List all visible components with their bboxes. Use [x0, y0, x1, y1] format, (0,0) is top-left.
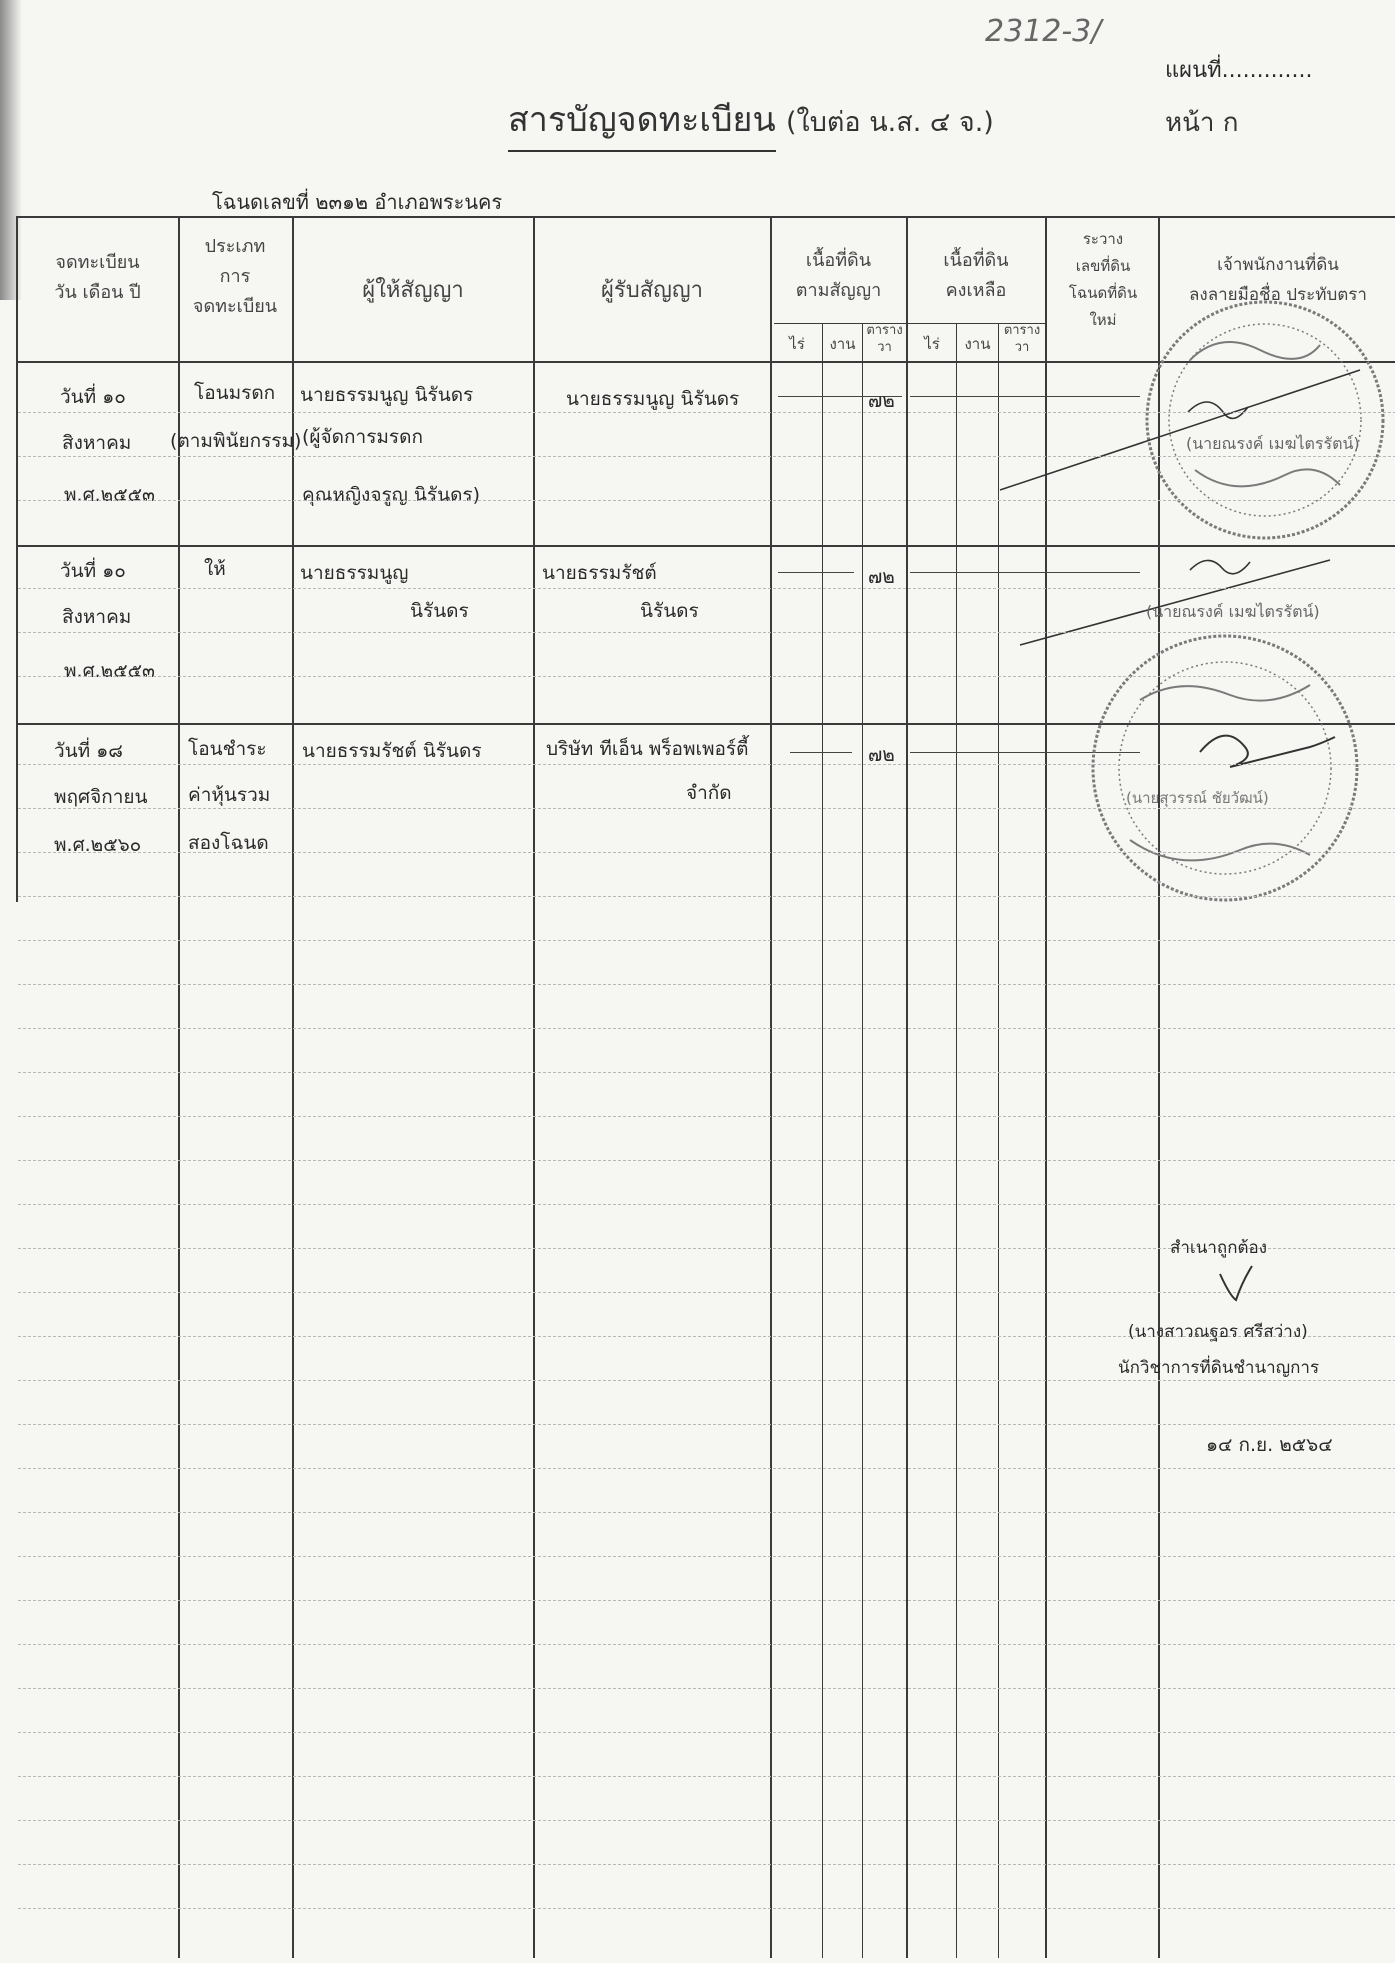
- stamp-seal-1: [1147, 302, 1383, 538]
- document-title: สารบัญจดทะเบียน: [508, 92, 776, 152]
- officer-name-stamp: (นายณรงค์ เมฆไตรรัตน์): [1146, 602, 1320, 621]
- certifier-name: (นางสาวณฐอร ศรีสว่าง): [1128, 1322, 1308, 1342]
- unit-sqwa-1: ตาราง วา: [866, 323, 903, 355]
- ruled-line: [18, 1688, 1395, 1689]
- plan-label: แผนที่.............: [1165, 58, 1313, 83]
- entry-date-month: พฤศจิกายน: [54, 786, 148, 808]
- ruled-line: [18, 1512, 1395, 1513]
- entry-grantee-line: จำกัด: [686, 782, 732, 804]
- entry-grantor-line: นายธรรมนูญ นิรันดร: [300, 384, 474, 406]
- ruled-line: [18, 412, 1395, 413]
- ruled-line: [18, 1820, 1395, 1821]
- entry-type: โอนมรดก: [194, 382, 276, 404]
- unit-ngan-1: งาน: [829, 335, 856, 353]
- ruled-line: [18, 632, 1395, 633]
- header-area-contract: เนื้อที่ดิน ตามสัญญา: [795, 250, 882, 301]
- entry-grantor-line: (ผู้จัดการมรดก: [302, 426, 423, 448]
- ruled-line: [18, 896, 1395, 897]
- ruled-line: [18, 1732, 1395, 1733]
- entry-grantee-line: นายธรรมนูญ นิรันดร: [566, 388, 740, 410]
- header-registration-type: ประเภท การ จดทะเบียน: [192, 236, 278, 317]
- header-registration-date: จดทะเบียน วัน เดือน ปี: [54, 252, 141, 303]
- ruled-line: [18, 984, 1395, 985]
- ruled-line: [18, 1468, 1395, 1469]
- entry-date-month: สิงหาคม: [62, 432, 132, 454]
- ruled-line: [18, 1556, 1395, 1557]
- certification-date: ๑๔ ก.ย. ๒๕๖๔: [1206, 1434, 1333, 1456]
- deed-number-line: โฉนดเลขที่ ๒๓๑๒ อำเภอพระนคร: [212, 190, 503, 214]
- ruled-line: [18, 764, 1395, 765]
- entry-date-day: วันที่ ๑๐: [60, 386, 126, 408]
- ruled-line: [18, 1424, 1395, 1425]
- entry-type: ให้: [204, 558, 226, 580]
- ruled-line: [18, 1116, 1395, 1117]
- entry-type: สองโฉนด: [188, 832, 269, 854]
- unit-rai-1: ไร่: [789, 335, 805, 353]
- ruled-line: [18, 940, 1395, 941]
- ruled-line: [18, 500, 1395, 501]
- ruled-line: [18, 1600, 1395, 1601]
- entry-grantor-line: นายธรรมนูญ: [300, 562, 409, 584]
- certification-signature: [1216, 1264, 1256, 1304]
- entry-type: ค่าหุ้นรวม: [188, 784, 271, 806]
- entry-type-note: (ตามพินัยกรรม): [170, 430, 302, 452]
- ruled-line: [18, 676, 1395, 677]
- ruled-line: [18, 1204, 1395, 1205]
- ruled-line: [18, 1864, 1395, 1865]
- header-officer: เจ้าพนักงานที่ดิน ลงลายมือชื่อ ประทับตรา: [1189, 255, 1367, 305]
- page-label: หน้า ก: [1165, 108, 1239, 138]
- entry-grantor-line: นิรันดร: [410, 600, 469, 622]
- entry-grantee-line: นายธรรมรัชต์: [542, 562, 657, 584]
- certifier-position: นักวิชาการที่ดินชำนาญการ: [1118, 1358, 1320, 1378]
- ruled-line: [18, 1908, 1395, 1909]
- entry-grantor-line: นายธรรมรัชต์ นิรันดร: [302, 740, 482, 762]
- entry-date-year: พ.ศ.๒๕๖๐: [54, 834, 142, 856]
- ruled-line: [18, 1776, 1395, 1777]
- ruled-line: [18, 852, 1395, 853]
- entry-grantor-line: คุณหญิงจรูญ นิรันดร): [302, 484, 481, 506]
- entry-type: โอนชำระ: [188, 738, 267, 760]
- header-area-remaining: เนื้อที่ดิน คงเหลือ: [943, 250, 1009, 301]
- ruled-line: [18, 1292, 1395, 1293]
- entry-date-year: พ.ศ.๒๕๕๓: [64, 484, 155, 506]
- entry-date-month: สิงหาคม: [62, 606, 132, 628]
- header-grantor: ผู้ให้สัญญา: [362, 278, 464, 303]
- unit-sqwa-2: ตาราง วา: [1003, 323, 1041, 355]
- officer-signature-strokes: [1000, 370, 1360, 767]
- entry-grantee-line: นิรันดร: [640, 600, 699, 622]
- ruled-line: [18, 588, 1395, 589]
- header-new-deed: ระวาง เลขที่ดิน โฉนดที่ดิน ใหม่: [1068, 230, 1138, 329]
- unit-ngan-2: งาน: [964, 335, 991, 353]
- entry-date-day: วันที่ ๑๐: [60, 560, 126, 582]
- ruled-line: [18, 1644, 1395, 1645]
- handwritten-reference: 2312-3/: [985, 14, 1102, 49]
- entry-sqwa: ๗๒: [868, 744, 895, 766]
- entry-sqwa: ๗๒: [868, 390, 895, 412]
- entry-grantee-line: บริษัท ทีเอ็น พร็อพเพอร์ตี้: [546, 738, 749, 760]
- document-subtitle: (ใบต่อ น.ส. ๔ จ.): [786, 107, 994, 138]
- entry-sqwa: ๗๒: [868, 566, 895, 588]
- header-grantee: ผู้รับสัญญา: [601, 278, 703, 303]
- certification-label: สำเนาถูกต้อง: [1170, 1238, 1268, 1258]
- officer-name-stamp: (นายณรงค์ เมฆไตรรัตน์): [1186, 434, 1360, 453]
- officer-name-stamp: (นายสุวรรณ์ ชัยวัฒน์): [1126, 789, 1269, 807]
- ruled-line: [18, 808, 1395, 809]
- entry-date-year: พ.ศ.๒๕๕๓: [64, 660, 155, 682]
- entry-date-day: วันที่ ๑๘: [54, 740, 123, 762]
- ruled-line: [18, 1160, 1395, 1161]
- unit-rai-2: ไร่: [924, 335, 940, 353]
- ruled-line: [18, 1072, 1395, 1073]
- ruled-line: [18, 456, 1395, 457]
- ruled-line: [18, 1028, 1395, 1029]
